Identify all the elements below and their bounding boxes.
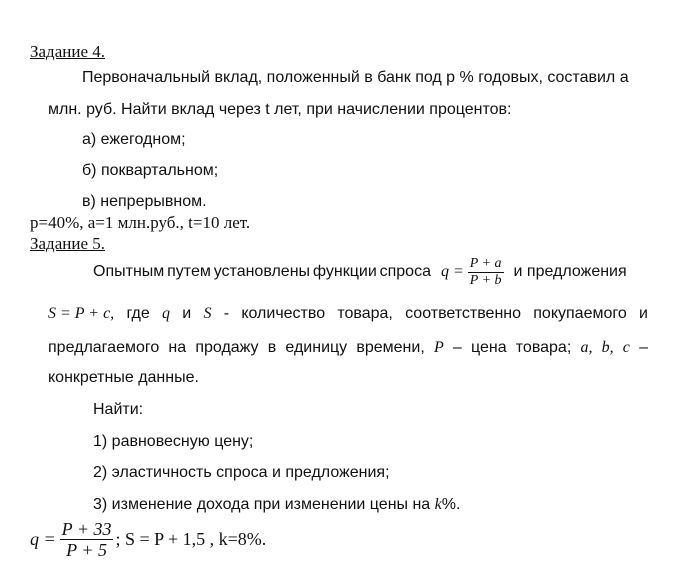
task5-item3: 3) изменение дохода при изменении цены на k%. <box>93 496 461 513</box>
task4-heading: Задание 4. <box>30 42 105 61</box>
given-formula <box>30 516 266 562</box>
task5-line1-text: Опытным путем установлены функции спроса <box>93 263 431 280</box>
task4-line2: млн. руб. Найти вклад через t лет, при начислении процентов: <box>48 101 512 118</box>
demand-numerator: P + a <box>469 255 502 271</box>
task5-line4: конкретные данные. <box>48 369 199 386</box>
task5-line1 <box>93 252 648 292</box>
given-tail: ; S = P + 1,5 , k=8%. <box>115 529 267 549</box>
task4-item-b: б) поквартальном; <box>82 162 219 179</box>
item3-variable: k <box>434 496 442 513</box>
given-fraction <box>60 519 114 560</box>
task4-item-a: а) ежегодном; <box>82 131 186 148</box>
task5-line2: S = P + c, где q и S - количество товара, соответственно покупаемого и <box>48 305 648 322</box>
task4-line1: Первоначальный вклад, положенный в банк под p % годовых, составил a <box>82 69 629 86</box>
task4-item-c: в) непрерывном. <box>82 193 207 210</box>
demand-lhs: q = <box>441 263 464 280</box>
task5-item2: 2) эластичность спроса и предложения; <box>93 464 390 481</box>
task5-find: Найти: <box>93 401 144 418</box>
given-lhs: q = <box>30 529 56 549</box>
task5-item1: 1) равновесную цену; <box>93 433 254 450</box>
demand-fraction <box>468 256 504 289</box>
task5-line3: предлагаемого на продажу в единицу времени, P – цена товара; a, b, c – <box>48 339 648 356</box>
demand-denominator: P + b <box>469 272 502 288</box>
given-numerator: P + 33 <box>61 518 112 539</box>
task5-heading: Задание 5. <box>30 234 105 253</box>
task4-params: p=40%, a=1 млн.руб., t=10 лет. <box>30 213 251 232</box>
given-denominator: P + 5 <box>66 539 107 560</box>
task5-line1-tail: и предложения <box>513 263 627 280</box>
